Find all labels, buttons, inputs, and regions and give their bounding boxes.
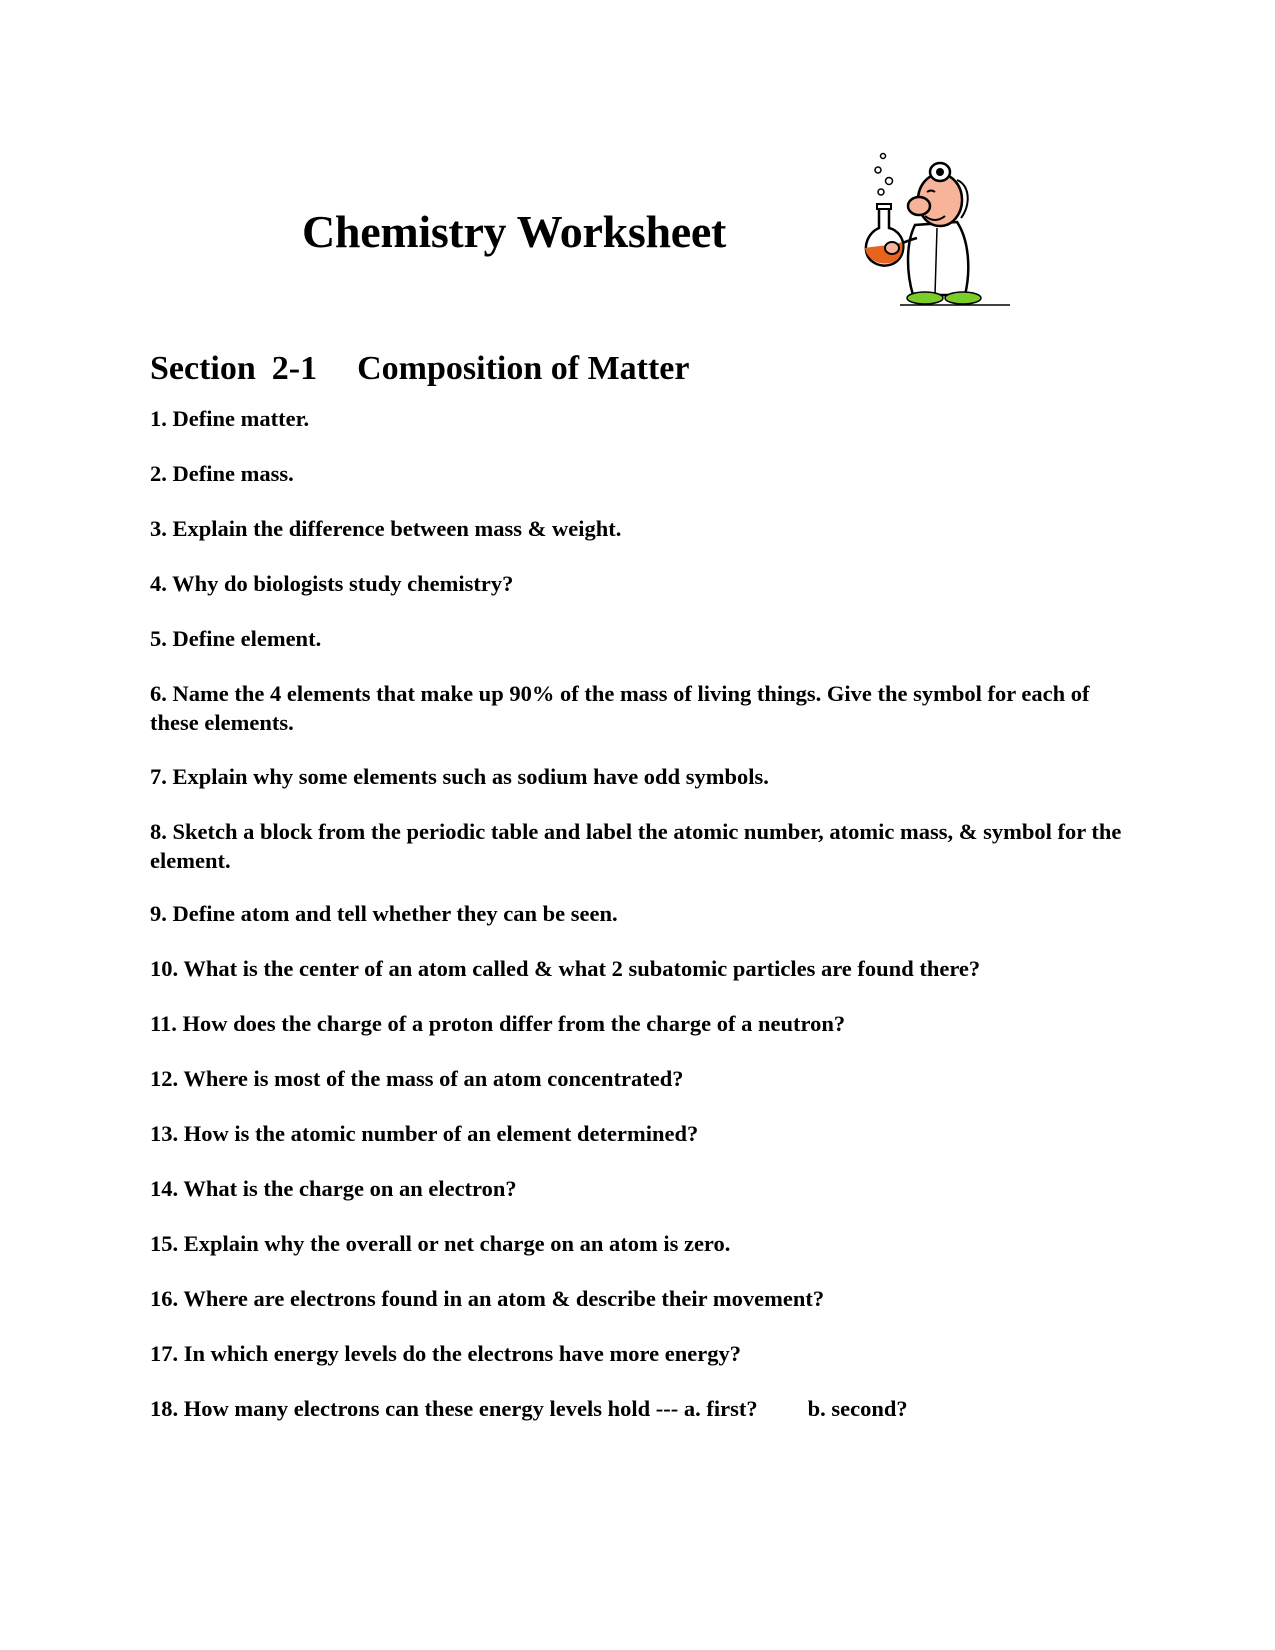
question-item: 5. Define element. — [150, 626, 322, 651]
question-item: 8. Sketch a block from the periodic table and label the atomic number, atomic mass, & symbol for the element. — [150, 819, 1122, 873]
question-item: 7. Explain why some elements such as sodium have odd symbols. — [150, 764, 769, 789]
question-item: 1. Define matter. — [150, 406, 310, 431]
page-title: Chemistry Worksheet — [302, 206, 727, 257]
question-item: 12. Where is most of the mass of an atom concentrated? — [150, 1066, 684, 1091]
section-label: Section — [150, 350, 256, 387]
question-item: 11. How does the charge of a proton differ from the charge of a neutron? — [150, 1011, 846, 1036]
scientist-with-flask-icon — [845, 150, 1015, 315]
question-item: 3. Explain the difference between mass & weight. — [150, 516, 622, 541]
question-item: 6. Name the 4 elements that make up 90% of the mass of living things. Give the symbol for each of these elements. — [150, 681, 1090, 735]
section-number: 2-1 — [271, 350, 318, 387]
question-item: 13. How is the atomic number of an element determined? — [150, 1121, 699, 1146]
question-item — [150, 1394, 1130, 1423]
question-item: 17. In which energy levels do the electrons have more energy? — [150, 1341, 741, 1366]
question-item: 15. Explain why the overall or net charge on an atom is zero. — [150, 1231, 731, 1256]
question-item: 2. Define mass. — [150, 461, 294, 486]
section-heading — [150, 350, 690, 388]
question-item: 9. Define atom and tell whether they can be seen. — [150, 901, 618, 926]
question-18-part-b: b. second? — [807, 1396, 908, 1421]
question-item: 4. Why do biologists study chemistry? — [150, 571, 514, 596]
question-18-text: 18. How many electrons can these energy levels hold --- a. first? — [150, 1396, 758, 1421]
question-item: 14. What is the charge on an electron? — [150, 1176, 517, 1201]
question-item: 16. Where are electrons found in an atom & describe their movement? — [150, 1286, 825, 1311]
question-item: 10. What is the center of an atom called & what 2 subatomic particles are found there? — [150, 956, 981, 981]
section-title: Composition of Matter — [357, 350, 690, 387]
